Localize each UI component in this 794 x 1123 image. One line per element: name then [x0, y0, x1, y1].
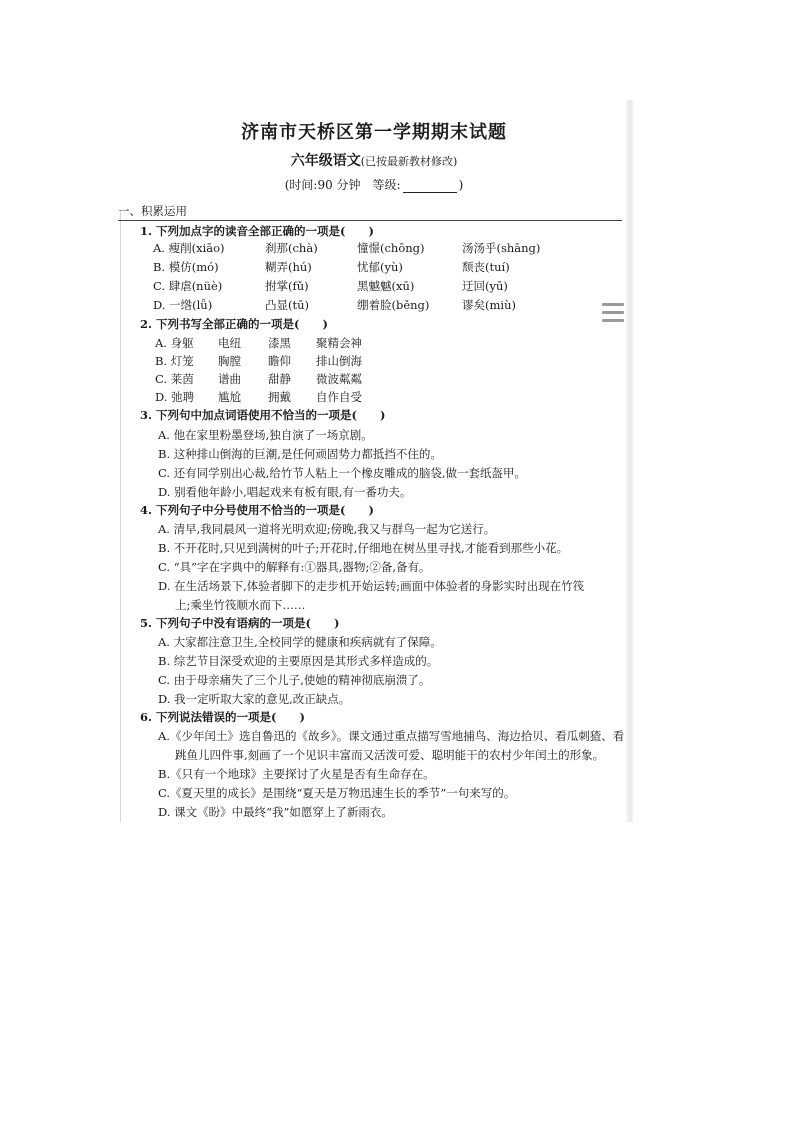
q2-cell: 胸膛	[218, 354, 241, 368]
question-1-stem: 1. 下列加点字的读音全部正确的一项是( )	[140, 224, 374, 238]
q2-cell: 瞻仰	[268, 354, 291, 368]
q1-cell: 凸显(tū)	[265, 298, 310, 312]
q1-cell: B. 模仿(mó)	[153, 260, 219, 274]
time-text: (时间:90 分钟 等级:	[284, 178, 401, 192]
q2-cell: 微波粼粼	[316, 372, 362, 386]
q2-cell: 漆黑	[268, 336, 291, 350]
q2-cell: A. 身躯	[155, 336, 194, 350]
q2-cell: 尴尬	[218, 390, 241, 404]
q2-cell: D. 弛聘	[155, 390, 195, 404]
q5-option-b: B. 综艺节目深受欢迎的主要原因是其形式多样造成的。	[158, 654, 439, 668]
q2-cell: 自作自受	[316, 390, 362, 404]
q1-cell: 谬矣(miù)	[462, 298, 516, 312]
q1-cell: D. 一绺(lǚ)	[153, 298, 213, 312]
q1-cell: A. 瘦削(xiāo)	[153, 241, 225, 255]
q1-cell: 糊弄(hú)	[265, 260, 312, 274]
question-3-stem: 3. 下列句中加点词语使用不恰当的一项是( )	[140, 408, 386, 422]
q1-cell: 颓丧(tuí)	[462, 260, 510, 274]
q3-option-c: C. 还有同学别出心裁,给竹节人粘上一个橡皮雕成的脑袋,做一套纸盔甲。	[158, 466, 527, 480]
q1-cell: 憧憬(chōng)	[357, 241, 425, 255]
q1-cell: 迂回(yū)	[462, 279, 508, 293]
q2-cell: C. 莱茵	[155, 372, 194, 386]
exam-title: 济南市天桥区第一学期期末试题	[241, 122, 507, 143]
q6-option-b: B.《只有一个地球》主要探讨了火星是否有生命存在。	[158, 767, 435, 781]
q4-option-c: C. “具”字在字典中的解释有:①器具,器物;②备,备有。	[158, 560, 431, 574]
question-2-stem: 2. 下列书写全部正确的一项是( )	[140, 317, 328, 331]
q5-option-c: C. 由于母亲痛失了三个儿子,使她的精神彻底崩溃了。	[158, 673, 431, 687]
question-5-stem: 5. 下列句子中没有语病的一项是( )	[140, 616, 340, 630]
q2-cell: 谱曲	[218, 372, 241, 386]
q5-option-d: D. 我一定听取大家的意见,改正缺点。	[158, 692, 351, 706]
q1-cell: C. 肆虐(nüè)	[153, 279, 223, 293]
q2-cell: 拥戴	[268, 390, 291, 404]
q4-option-a: A. 清早,我同晨风一道将光明欢迎;傍晚,我又与群鸟一起为它送行。	[158, 522, 496, 536]
q2-cell: 排山倒海	[316, 354, 362, 368]
page-edge-shadow	[625, 100, 633, 822]
question-4-stem: 4. 下列句子中分号使用不恰当的一项是( )	[140, 503, 374, 517]
q1-cell: 汤汤乎(shāng)	[462, 241, 541, 255]
subtitle-text: 六年级语文	[290, 153, 361, 169]
q2-cell: 电纽	[218, 336, 241, 350]
q6-option-c: C.《夏天里的成长》是围绕“夏天是万物迅速生长的季节”一句来写的。	[158, 786, 516, 800]
q1-cell: 刹那(chà)	[265, 241, 318, 255]
q1-cell: 拊掌(fǔ)	[265, 279, 309, 293]
q1-cell: 黑魆魆(xū)	[357, 279, 415, 293]
page-left-border	[120, 210, 121, 822]
q4-option-d-continuation: 上;乘坐竹筏顺水而下……	[175, 598, 306, 612]
q5-option-a: A. 大家都注意卫生,全校同学的健康和疾病就有了保障。	[158, 635, 442, 649]
q2-cell: B. 灯笼	[155, 354, 194, 368]
q3-option-b: B. 这种排山倒海的巨潮,是任何顽固势力都抵挡不住的。	[158, 447, 442, 461]
grade-blank	[403, 180, 457, 193]
question-6-stem: 6. 下列说法错误的一项是( )	[140, 710, 305, 724]
q2-cell: 甜静	[268, 372, 291, 386]
q2-cell: 聚精会神	[316, 336, 362, 350]
menu-icon[interactable]	[602, 303, 624, 323]
section-heading: 一、积累运用	[118, 203, 622, 221]
q6-option-d: D. 课文《盼》中最终“我”如愿穿上了新雨衣。	[158, 805, 393, 819]
q6-option-a: A.《少年闰土》选自鲁迅的《故乡》。课文通过重点描写雪地捕鸟、海边拾贝、看瓜刺猹、看	[158, 729, 625, 743]
q3-option-d: D. 别看他年龄小,唱起戏来有板有眼,有一番功夫。	[158, 485, 412, 499]
q1-cell: 绷着脸(běng)	[357, 298, 430, 312]
q4-option-b: B. 不开花时,只见到满树的叶子;开花时,仔细地在树丛里寻找,才能看到那些小花。	[158, 541, 569, 555]
exam-subtitle	[118, 150, 630, 170]
q4-option-d: D. 在生活场景下,体验者脚下的走步机开始运转;画面中体验者的身影实时出现在竹筏	[158, 579, 585, 593]
q3-option-a: A. 他在家里粉墨登场,独自演了一场京剧。	[158, 428, 373, 442]
time-grade-line	[118, 176, 630, 193]
time-text-end: )	[458, 178, 464, 192]
q1-cell: 忧郁(yù)	[357, 260, 403, 274]
q6-option-a-continuation: 跳鱼儿四件事,刻画了一个见识丰富而又活泼可爱、聪明能干的农村少年闰土的形象。	[175, 748, 605, 762]
subtitle-note: (已按最新教材修改)	[360, 155, 458, 168]
